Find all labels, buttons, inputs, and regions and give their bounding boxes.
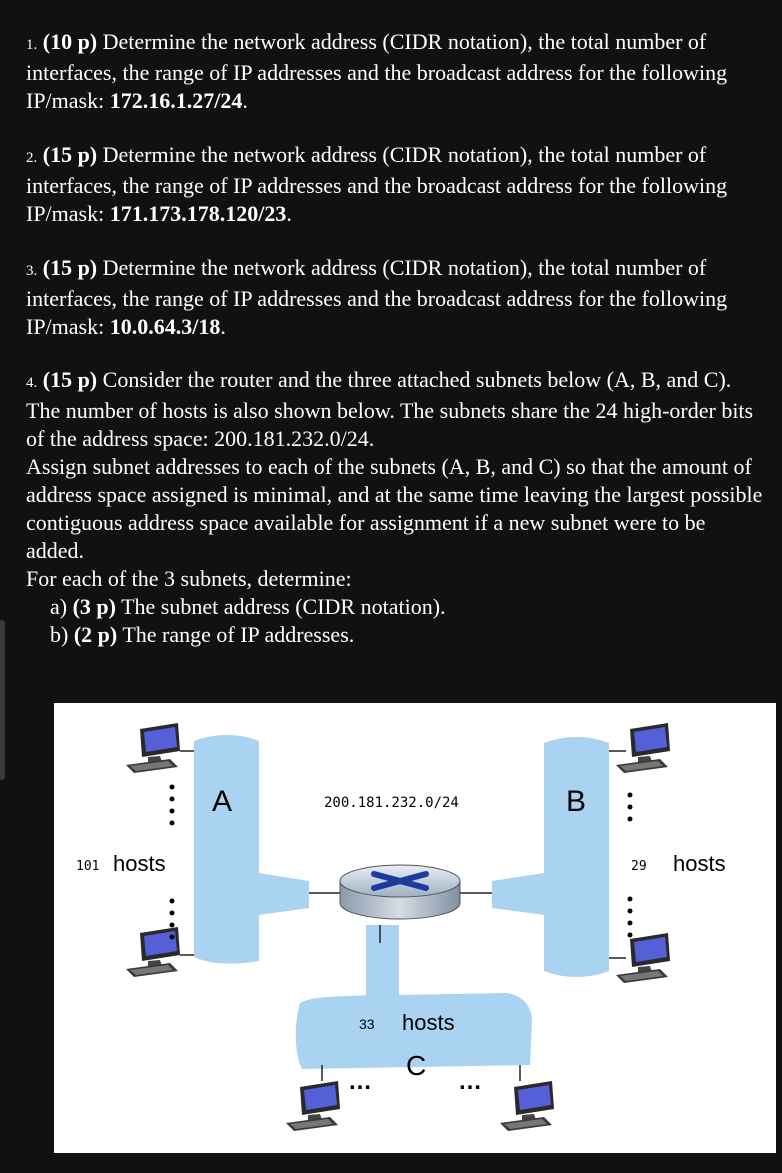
part-text: The subnet address (CIDR notation). <box>115 594 446 619</box>
ellipsis-left: … <box>348 1068 372 1095</box>
part-points: (2 p) <box>73 622 118 647</box>
question-ip: 171.173.178.120/23 <box>109 201 287 226</box>
part-label: b) <box>50 622 74 647</box>
subnet-a-label: A <box>212 785 233 818</box>
host-computer-icon <box>616 723 670 773</box>
host-computer-icon <box>500 1081 554 1131</box>
question-1 <box>26 28 766 115</box>
part-label: a) <box>50 594 73 619</box>
q4-text-3: For each of the 3 subnets, determine: <box>26 566 352 591</box>
q4-part-b <box>26 621 766 649</box>
question-text: Determine the network address (CIDR notation), the total number of interfaces, the range of IP addresses and the broadcast address for the following IP/mask: <box>26 255 728 339</box>
question-points: (15 p) <box>42 367 98 392</box>
question-end: . <box>286 201 292 226</box>
question-number: 1. <box>26 37 38 53</box>
subnet-b-label: B <box>566 785 587 818</box>
network-address: 200.181.232.0/24 <box>324 795 459 811</box>
question-3 <box>26 254 766 341</box>
part-points: (3 p) <box>72 594 116 619</box>
q4-intro <box>26 366 766 453</box>
question-points: (15 p) <box>42 142 98 167</box>
subnet-b-region <box>492 737 609 977</box>
subnet-a-host-count: 101 <box>76 859 100 874</box>
question-ip: 172.16.1.27/24 <box>109 88 243 113</box>
part-text: The range of IP addresses. <box>117 622 355 647</box>
subnet-a-hosts-label: hosts <box>113 851 166 876</box>
subnet-b-hosts-label: hosts <box>673 851 726 876</box>
subnet-c-region <box>296 925 532 1069</box>
host-computer-icon <box>126 927 180 977</box>
q4-part-a <box>26 593 766 621</box>
question-points: (15 p) <box>42 255 98 280</box>
q4-text-2: Assign subnet addresses to each of the subnets (A, B, and C) so that the amount of address space assigned is minimal, and at the same time leaving the largest possible contiguous address space available for assignment if a new subnet were to be added. <box>26 454 763 563</box>
host-computer-icon <box>126 723 180 773</box>
q4-text-1: Consider the router and the three attached subnets below (A, B, and C). The number of hosts is also shown below. The subnets share the 24 high-order bits of the address space: 200.181.232.0/24. <box>26 367 754 451</box>
subnet-b-host-count: 29 <box>631 859 647 874</box>
subnet-c-hosts-label: hosts <box>402 1010 455 1035</box>
network-diagram <box>54 703 776 1153</box>
subnet-c-host-count: 33 <box>359 1016 375 1032</box>
question-4 <box>26 366 766 649</box>
scroll-edge-tab <box>0 620 5 780</box>
question-end: . <box>242 88 248 113</box>
question-end: . <box>220 314 226 339</box>
subnet-a-region <box>194 735 309 964</box>
question-number: 2. <box>26 150 38 166</box>
question-ip: 10.0.64.3/18 <box>109 314 221 339</box>
question-2 <box>26 141 766 228</box>
question-points: (10 p) <box>42 29 98 54</box>
question-number: 4. <box>26 375 38 391</box>
question-text: Determine the network address (CIDR notation), the total number of interfaces, the range of IP addresses and the broadcast address for the following IP/mask: <box>26 142 728 226</box>
network-diagram-svg <box>54 703 776 1153</box>
question-text: Determine the network address (CIDR notation), the total number of interfaces, the range of IP addresses and the broadcast address for the following IP/mask: <box>26 29 728 113</box>
host-computer-icon <box>286 1081 340 1131</box>
router-icon <box>340 865 460 919</box>
question-number: 3. <box>26 263 38 279</box>
subnet-c-label: C <box>406 1050 427 1081</box>
ellipsis-right: … <box>458 1068 482 1095</box>
